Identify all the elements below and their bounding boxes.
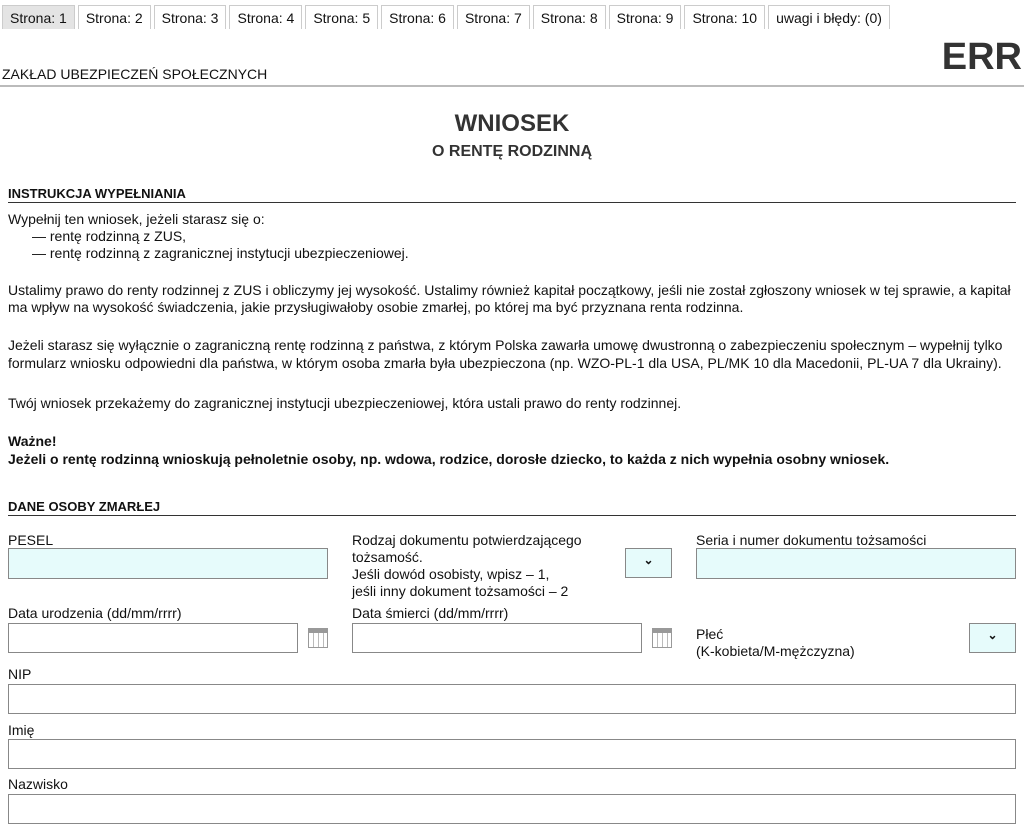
- instr-paragraph: Twój wniosek przekażemy do zagranicznej instytucji ubezpieczeniowej, która ustali prawo do renty rodzinnej.: [8, 395, 682, 411]
- instr-paragraph: ma wpływ na wysokość świadczenia, jakie przysługiwałoby osobie zmarłej, po której ma być przyznana renta rodzinna.: [8, 299, 744, 315]
- calendar-icon[interactable]: [652, 628, 672, 648]
- doc-type-label-line: Jeśli dowód osobisty, wpisz – 1,: [352, 566, 550, 582]
- doc-number-input[interactable]: [696, 548, 1016, 579]
- tab-page-10[interactable]: Strona: 10: [684, 5, 765, 29]
- important-label: Ważne!: [8, 433, 57, 449]
- last-name-input[interactable]: [8, 794, 1016, 824]
- tab-page-7[interactable]: Strona: 7: [457, 5, 530, 29]
- nip-label: NIP: [8, 666, 32, 682]
- section-heading-deceased: DANE OSOBY ZMARŁEJ: [8, 499, 1016, 516]
- tab-page-5[interactable]: Strona: 5: [305, 5, 378, 29]
- doc-type-label: [352, 532, 582, 600]
- instr-bullet: — rentę rodzinną z ZUS,: [32, 228, 187, 244]
- page-tabs: [2, 5, 890, 29]
- instr-paragraph: Ustalimy prawo do renty rodzinnej z ZUS i obliczymy jej wysokość. Ustalimy również kapitał początkowy, jeśli nie został zgłoszony wniosek w tej sprawie, a kapitał: [8, 282, 1011, 298]
- form-code: ERR: [941, 36, 1022, 78]
- birth-date-label: Data urodzenia (dd/mm/rrrr): [8, 605, 182, 621]
- tab-page-2[interactable]: Strona: 2: [78, 5, 151, 29]
- tab-page-8[interactable]: Strona: 8: [533, 5, 606, 29]
- pesel-label: PESEL: [8, 532, 54, 548]
- header-divider: [0, 85, 1024, 87]
- sex-label: [696, 626, 855, 660]
- tab-page-3[interactable]: Strona: 3: [154, 5, 227, 29]
- nip-input[interactable]: [8, 684, 1016, 714]
- doc-type-label-line: tożsamość.: [352, 549, 423, 565]
- instr-bullet: — rentę rodzinną z zagranicznej instytucji ubezpieczeniowej.: [32, 245, 409, 261]
- tab-page-1[interactable]: Strona: 1: [2, 5, 75, 29]
- last-name-label: Nazwisko: [8, 776, 68, 792]
- org-name: ZAKŁAD UBEZPIECZEŃ SPOŁECZNYCH: [2, 66, 268, 82]
- first-name-input[interactable]: [8, 739, 1016, 769]
- chevron-down-icon: ⌄: [987, 628, 998, 642]
- sex-select[interactable]: [969, 623, 1016, 653]
- tab-remarks-errors[interactable]: uwagi i błędy: (0): [768, 5, 890, 29]
- tab-page-6[interactable]: Strona: 6: [381, 5, 454, 29]
- doc-type-select[interactable]: [625, 548, 672, 578]
- sex-label-line: Płeć: [696, 626, 724, 642]
- doc-type-label-line: jeśli inny dokument tożsamości – 2: [352, 583, 569, 599]
- important-text: Jeżeli o rentę rodzinną wnioskują pełnoletnie osoby, np. wdowa, rodzice, dorosłe dziecko, to każda z nich wypełnia osobny wniosek.: [8, 451, 890, 467]
- doc-number-label: Seria i numer dokumentu tożsamości: [696, 532, 927, 548]
- pesel-input[interactable]: [8, 548, 328, 579]
- death-date-label: Data śmierci (dd/mm/rrrr): [352, 605, 509, 621]
- birth-date-input[interactable]: [8, 623, 298, 653]
- chevron-down-icon: ⌄: [643, 553, 654, 567]
- calendar-icon[interactable]: [308, 628, 328, 648]
- instr-paragraph: Jeżeli starasz się wyłącznie o zagraniczną rentę rodzinną z państwa, z którym Polska zawarła umowę dwustronną o zabezpieczeniu społecznym – wypełnij tylko: [8, 337, 1003, 353]
- tab-page-9[interactable]: Strona: 9: [609, 5, 682, 29]
- section-heading-instructions: INSTRUKCJA WYPEŁNIANIA: [8, 186, 1016, 203]
- doc-type-label-line: Rodzaj dokumentu potwierdzającego: [352, 532, 582, 548]
- page-title: WNIOSEK: [454, 110, 570, 137]
- tab-page-4[interactable]: Strona: 4: [229, 5, 302, 29]
- death-date-input[interactable]: [352, 623, 642, 653]
- instr-paragraph: formularz wniosku odpowiedni dla państwa, w którym osoba zmarła była ubezpieczona (np. WZO-PL-1 dla USA, PL/MK 10 dla Macedonii, PL-UA 7 dla Ukrainy).: [8, 355, 1002, 371]
- first-name-label: Imię: [8, 722, 35, 738]
- instr-intro: Wypełnij ten wniosek, jeżeli starasz się o:: [8, 211, 265, 227]
- sex-label-line: (K-kobieta/M-mężczyzna): [696, 643, 855, 659]
- page-subtitle: O RENTĘ RODZINNĄ: [432, 143, 592, 160]
